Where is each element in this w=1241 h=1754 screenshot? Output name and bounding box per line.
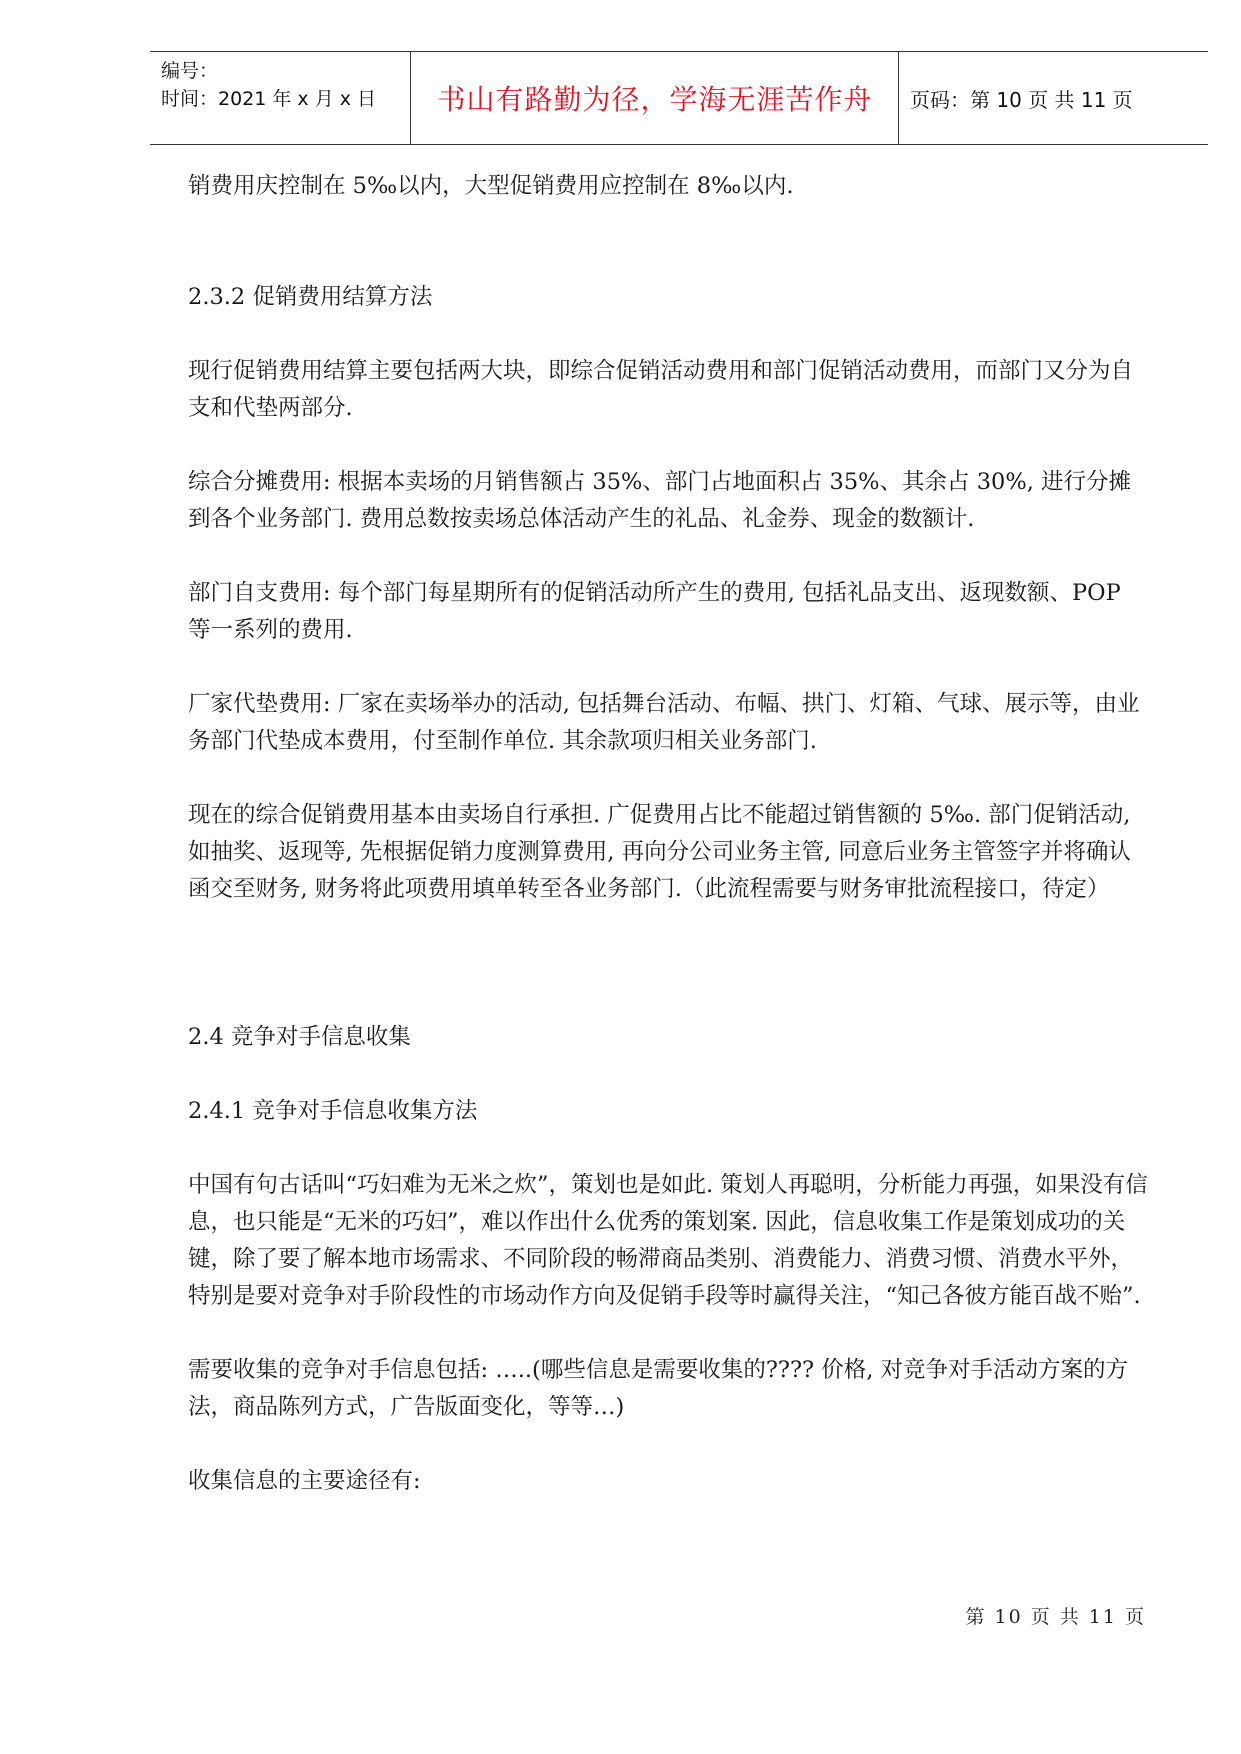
paragraph: 现在的综合促销费用基本由卖场自行承担. 广促费用占比不能超过销售额的 5‰. 部门促销活动, 如抽奖、返现等, 先根据促销力度测算费用, 再向分公司业务主管, 同意后业务主管签字并将确认函交至财务, 财务将此项费用填单转至各业务部门.（此流程需要与财务审批流程接口，待定）: [188, 802, 1131, 902]
section-heading-2-3-2: 2.3.2 促销费用结算方法: [188, 284, 433, 310]
header-page-number: 页码：第 10 页 共 11 页: [910, 87, 1133, 112]
header-info: [161, 57, 411, 113]
page-footer: 第 10 页 共 11 页: [965, 1606, 1146, 1628]
page-header: [150, 51, 1208, 145]
paragraph: 现行促销费用结算主要包括两大块，即综合促销活动费用和部门促销活动费用，而部门又分为自支和代垫两部分.: [188, 358, 1134, 421]
section-heading-2-4: 2.4 竞争对手信息收集: [188, 1024, 411, 1050]
date-label: 时间：2021 年 x 月 x 日: [161, 88, 377, 110]
serial-number-label: 编号：: [161, 60, 219, 82]
paragraph: 销费用庆控制在 5‰以内，大型促销费用应控制在 8‰以内.: [188, 173, 794, 199]
document-body: [188, 168, 1148, 1500]
paragraph: 部门自支费用: 每个部门每星期所有的促销活动所产生的费用, 包括礼品支出、返现数额、POP 等一系列的费用.: [188, 580, 1121, 643]
paragraph: 收集信息的主要途径有:: [188, 1468, 421, 1494]
paragraph: 厂家代垫费用: 厂家在卖场举办的活动, 包括舞台活动、布幅、拱门、灯箱、气球、展示等，由业务部门代垫成本费用，付至制作单位. 其余款项归相关业务部门.: [188, 691, 1140, 754]
paragraph: 综合分摊费用: 根据本卖场的月销售额占 35%、部门占地面积占 35%、其余占 30%, 进行分摊到各个业务部门. 费用总数按卖场总体活动产生的礼品、礼金券、现金的数额计.: [188, 469, 1132, 532]
header-divider: [898, 52, 899, 144]
header-divider: [410, 52, 411, 144]
section-heading-2-4-1: 2.4.1 竞争对手信息收集方法: [188, 1098, 478, 1124]
paragraph: 需要收集的竞争对手信息包括: …..(哪些信息是需要收集的???? 价格, 对竞争对手活动方案的方法，商品陈列方式，广告版面变化，等等…): [188, 1357, 1129, 1420]
paragraph: 中国有句古话叫“巧妇难为无米之炊”，策划也是如此. 策划人再聪明，分析能力再强，如果没有信息，也只能是“无米的巧妇”，难以作出什么优秀的策划案. 因此，信息收集工作是策划成功的关键，除了要了解本地市场需求、不同阶段的畅滞商品类别、消费能力、消费习惯、消费水平外，特别是要对竞争对手阶段性的市场动作方向及促销手段等时赢得关注，“知己各彼方能百战不贻”.: [188, 1172, 1148, 1309]
header-motto: 书山有路勤为径，学海无涯苦作舟: [437, 83, 873, 116]
